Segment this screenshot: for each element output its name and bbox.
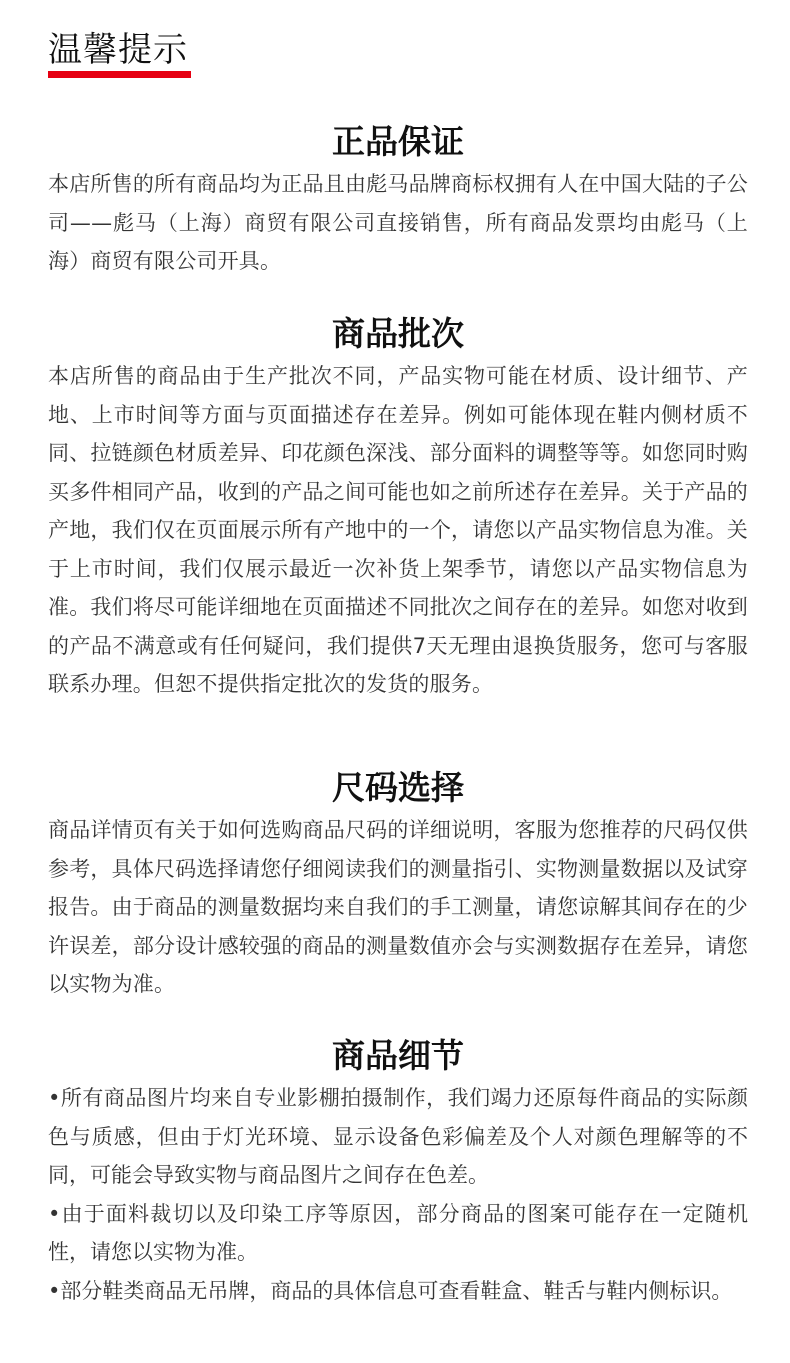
section-authenticity (48, 120, 748, 281)
section-heading: 商品批次 (332, 314, 464, 353)
section-batch (48, 312, 748, 704)
bullet-item: •部分鞋类商品无吊牌，商品的具体信息可查看鞋盒、鞋舌与鞋内侧标识。 (48, 1278, 733, 1303)
section-paragraph: 本店所售的商品由于生产批次不同，产品实物可能在材质、设计细节、产地、上市时间等方面与页面描述存在差异。例如可能体现在鞋内侧材质不同、拉链颜色材质差异、印花颜色深浅、部分面料的调整等等。如您同时购买多件相同产品，收到的产品之间可能也如之前所述存在差异。关于产品的产地，我们仅在页面展示所有产地中的一个，请您以产品实物信息为准。关于上市时间，我们仅展示最近一次补货上架季节，请您以产品实物信息为准。我们将尽可能详细地在页面描述不同批次之间存在的差异。如您对收到的产品不满意或有任何疑问，我们提供7天无理由退换货服务，您可与客服联系办理。但恕不提供指定批次的发货的服务。 (48, 364, 748, 696)
section-heading: 正品保证 (332, 122, 464, 161)
section-size (48, 766, 748, 1004)
section-heading: 商品细节 (332, 1036, 464, 1075)
section-details (48, 1034, 748, 1310)
page-title-block (48, 28, 188, 72)
section-paragraph: 商品详情页有关于如何选购商品尺码的详细说明，客服为您推荐的尺码仅供参考，具体尺码选择请您仔细阅读我们的测量指引、实物测量数据以及试穿报告。由于商品的测量数据均来自我们的手工测量，请您谅解其间存在的少许误差，部分设计感较强的商品的测量数值亦会与实测数据存在差异，请您以实物为准。 (48, 818, 748, 996)
section-paragraph: 本店所售的所有商品均为正品且由彪马品牌商标权拥有人在中国大陆的子公司——彪马（上海）商贸有限公司直接销售，所有商品发票均由彪马（上海）商贸有限公司开具。 (48, 172, 748, 273)
title-underline (48, 71, 191, 78)
section-heading: 尺码选择 (332, 768, 464, 807)
bullet-item: •由于面料裁切以及印染工序等原因，部分商品的图案可能存在一定随机性，请您以实物为准。 (48, 1201, 748, 1264)
bullet-item: •所有商品图片均来自专业影棚拍摄制作，我们竭力还原每件商品的实际颜色与质感，但由于灯光环境、显示设备色彩偏差及个人对颜色理解等的不同，可能会导致实物与商品图片之间存在色差。 (48, 1086, 748, 1187)
page-title: 温馨提示 (48, 30, 188, 70)
